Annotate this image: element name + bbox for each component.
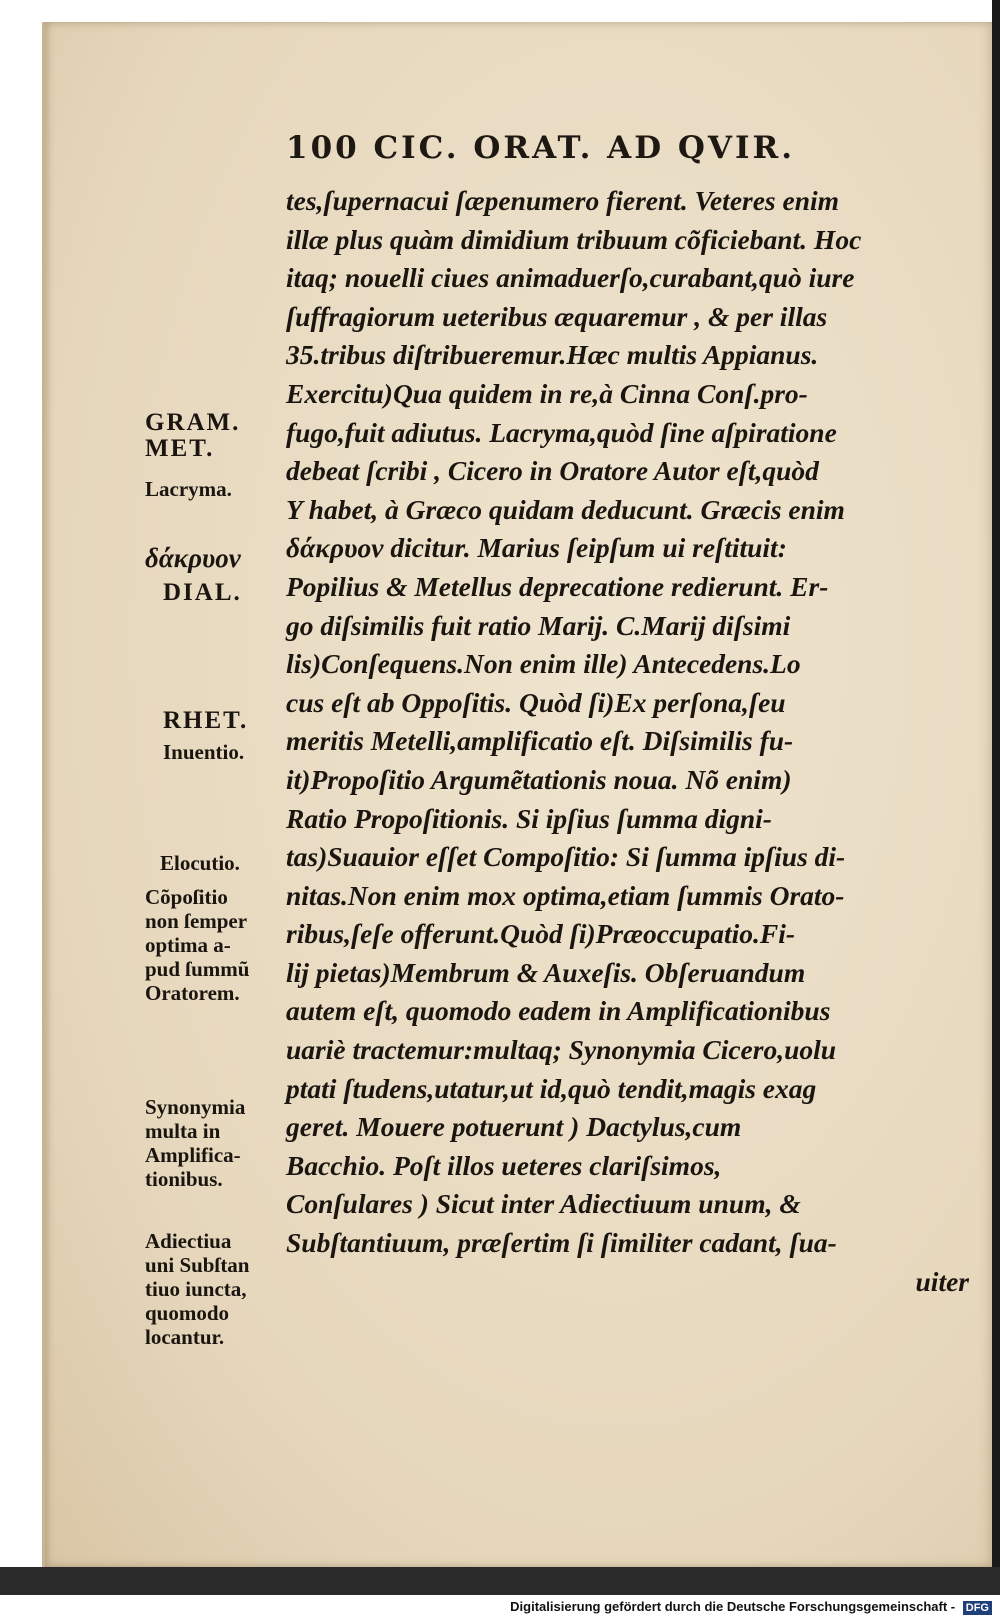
text-line: meritis Metelli,amplificatio eſt. Diſsimilis fu- <box>286 725 794 757</box>
text-line: Ratio Propoſitionis. Si ipſius ſumma digni- <box>286 802 772 834</box>
text-line: Subſtantiuum, præſertim ſi ſimiliter cadant, ſua- <box>286 1227 837 1259</box>
text-line: Bacchio. Poſt illos ueteres clariſsimos, <box>286 1149 722 1181</box>
margin-line: Inuentio. <box>163 740 245 764</box>
text-line: ribus,ſeſe offerunt.Quòd ſi)Præoccupatio.Fi- <box>286 918 795 950</box>
margin-line: Synonymia <box>145 1095 246 1119</box>
text-line: it)Propoſitio Argumẽtationis noua. Nõ enim) <box>286 763 792 795</box>
text-line: ſuffragiorum ueteribus æquaremur , & per illas <box>286 300 828 332</box>
margin-dial <box>163 580 242 606</box>
running-head: 100 CIC. ORAT. AD QVIR. <box>286 130 796 166</box>
text-line: lis)Conſequens.Non enim ille) Antecedens.Lo <box>286 648 801 680</box>
margin-line: quomodo <box>145 1301 230 1325</box>
margin-line: uni Subſtan <box>145 1253 250 1277</box>
margin-synonymia <box>145 1095 245 1191</box>
margin-line: RHET. <box>163 707 249 734</box>
margin-line: Oratorem. <box>145 981 240 1005</box>
text-line: tes,ſupernacui ſæpenumero fierent. Veteres enim <box>286 185 840 216</box>
margin-compositio <box>145 885 249 1005</box>
margin-line: Lacryma. <box>145 477 232 501</box>
text-line: Exercitu)Qua quidem in re,à Cinna Conſ.pro- <box>286 377 808 409</box>
margin-inuentio <box>163 740 244 764</box>
digitization-footer <box>510 1599 992 1615</box>
margin-line: tionibus. <box>145 1167 223 1191</box>
margin-line: locantur. <box>145 1325 225 1349</box>
margin-lacryma <box>145 477 232 501</box>
footer-text: Digitalisierung gefördert durch die Deutsche Forschungsgemeinschaft - <box>510 1599 956 1614</box>
margin-line: multa in <box>145 1119 221 1143</box>
scan-bottom-border <box>0 1567 1000 1595</box>
book-spine-edge <box>992 0 1000 1570</box>
text-line: autem eſt, quomodo eadem in Amplificationibus <box>286 995 831 1027</box>
text-line: lij pietas)Membrum & Auxeſis. Obſeruandum <box>286 956 806 988</box>
margin-elocutio <box>160 851 240 875</box>
margin-gram-met <box>145 410 240 462</box>
text-line: δάκρυον dicitur. Marius ſeipſum ui reſtituit: <box>286 532 787 564</box>
margin-line: DIAL. <box>163 579 242 606</box>
text-line: debeat ſcribi , Cicero in Oratore Autor eſt,quòd <box>286 455 819 487</box>
text-line: 35.tribus diſtribueremur.Hæc multis Appianus. <box>286 339 819 371</box>
text-line: ptati ſtudens,utatur,ut id,quò tendit,magis exag <box>286 1072 817 1104</box>
text-line: uariè tractemur:multaq; Synonymia Cicero,uolu <box>286 1034 837 1066</box>
text-line: nitas.Non enim mox optima,etiam ſummis Orato- <box>286 879 845 911</box>
text-line: itaq; nouelli ciues animaduerſo,curabant,quò iure <box>286 262 855 294</box>
dfg-logo: DFG <box>963 1601 992 1615</box>
margin-line: Amplifica- <box>145 1143 241 1167</box>
margin-line: optima a- <box>145 933 231 957</box>
margin-line: Cõpoſitio <box>145 885 228 909</box>
text-line: tas)Suauior eſſet Compoſitio: Si ſumma ipſius di- <box>286 841 846 873</box>
text-line: illæ plus quàm dimidium tribuum cõficiebant. Hoc <box>286 223 862 255</box>
margin-adiectiua <box>145 1229 250 1349</box>
margin-greek <box>145 543 241 574</box>
margin-line: pud ſummũ <box>145 957 250 981</box>
text-line: uiter <box>915 1265 969 1297</box>
margin-line: GRAM. <box>145 409 241 436</box>
text-line: fugo,fuit adiutus. Lacryma,quòd ſine aſpiratione <box>286 416 837 448</box>
text-line: geret. Mouere potuerunt ) Dactylus,cum <box>286 1111 742 1143</box>
text-line: Y habet, à Græco quidam deducunt. Græcis enim <box>286 493 845 525</box>
text-line: Conſulares ) Sicut inter Adiectiuum unum, & <box>286 1188 801 1220</box>
text-line: cus eſt ab Oppoſitis. Quòd ſi)Ex perſona,ſeu <box>286 686 786 718</box>
margin-line: Elocutio. <box>160 851 240 875</box>
main-text-block <box>286 182 971 1301</box>
margin-line: MET. <box>145 435 215 462</box>
margin-line: δάκρυον <box>145 543 241 573</box>
margin-rhet <box>163 708 248 734</box>
margin-line: tiuo iuncta, <box>145 1277 247 1301</box>
text-line: Popilius & Metellus deprecatione redierunt. Er- <box>286 570 829 602</box>
margin-line: non ſemper <box>145 909 248 933</box>
margin-line: Adiectiua <box>145 1229 232 1253</box>
text-line: go diſsimilis fuit ratio Marij. C.Marij diſsimi <box>286 609 791 641</box>
